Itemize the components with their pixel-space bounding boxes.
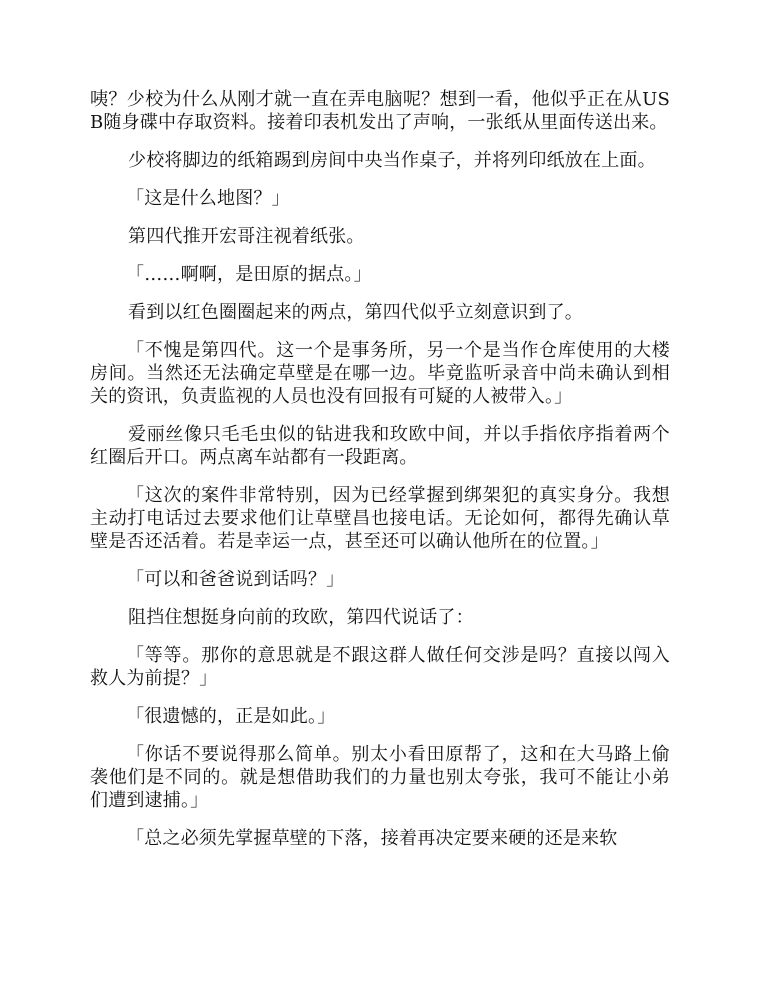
paragraph: 「不愧是第四代。这一个是事务所，另一个是当作仓库使用的大楼房间。当然还无法确定草壁是在哪一边。毕竟监听录音中尚未确认到相关的资讯，负责监视的人员也没有回报有可疑的人被带入。」 <box>90 340 670 407</box>
paragraph: 第四代推开宏哥注视着纸张。 <box>128 226 365 247</box>
paragraph: 「很遗憾的，正是如此。」 <box>126 706 336 727</box>
paragraph: 咦？少校为什么从刚才就一直在弄电脑呢？想到一看，他似乎正在从USB随身碟中存取资料。接着印表机发出了声响，一张纸从里面传送出来。 <box>90 89 670 133</box>
paragraph: 「……啊啊，是田原的据点。」 <box>126 264 372 285</box>
paragraph: 「这是什么地图？」 <box>126 188 290 209</box>
paragraph: 阻挡住想挺身向前的玫欧，第四代说话了： <box>128 607 474 628</box>
paragraph: 看到以红色圈圈起来的两点，第四代似乎立刻意识到了。 <box>128 302 583 323</box>
paragraph: 「总之必须先掌握草壁的下落，接着再决定要来硬的还是来软 <box>126 828 618 849</box>
paragraph: 「这次的案件非常特别，因为已经掌握到绑架犯的真实身分。我想主动打电话过去要求他们让草壁昌也接电话。无论如何，都得先确认草壁是否还活着。若是幸运一点，甚至还可以确认他所在的位置。」 <box>90 485 670 552</box>
paragraph: 「可以和爸爸说到话吗？」 <box>126 569 345 590</box>
paragraph: 少校将脚边的纸箱踢到房间中央当作桌子，并将列印纸放在上面。 <box>128 150 656 171</box>
paragraph: 「你话不要说得那么简单。别太小看田原帮了，这和在大马路上偷袭他们是不同的。就是想借助我们的力量也别太夸张，我可不能让小弟们遭到逮捕。」 <box>90 744 670 811</box>
paragraph: 爱丽丝像只毛毛虫似的钻进我和玫欧中间，并以手指依序指着两个红圈后开口。两点离车站都有一段距离。 <box>90 424 670 468</box>
paragraph: 「等等。那你的意思就是不跟这群人做任何交涉是吗？直接以闯入救人为前提？」 <box>90 645 670 689</box>
body-text <box>90 88 670 865</box>
